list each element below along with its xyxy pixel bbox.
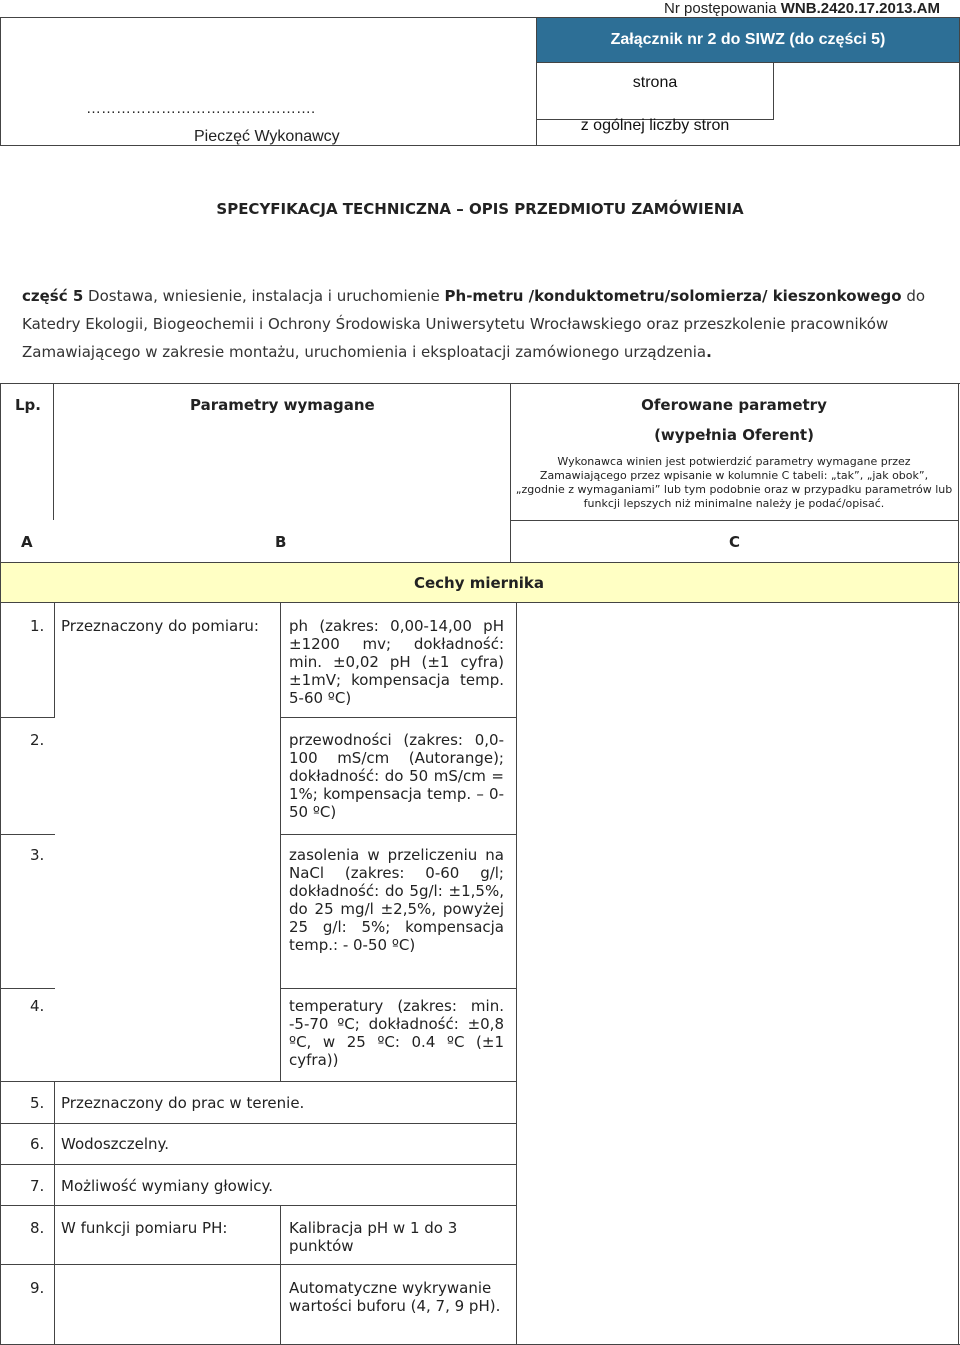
col-offered-subheader: (wypełnia Oferent) bbox=[654, 426, 814, 444]
row-label: Możliwość wymiany głowicy. bbox=[61, 1177, 274, 1195]
page-label: strona bbox=[632, 74, 678, 91]
col-required-header: Parametry wymagane bbox=[190, 396, 375, 414]
col-c-label: C bbox=[729, 533, 741, 551]
row-value: ph (zakres: 0,00-14,00 pH ±1200 mv; dokładność: min. ±0,02 pH (±1 cyfra) ±1mV; kompensacja temp. 5-60 ºC) bbox=[289, 617, 504, 707]
row-value: przewodności (zakres: 0,0-100 mS/cm (Autorange); dokładność: do 50 mS/cm = 1%; kompensacja temp. – 0-50 ºC) bbox=[289, 731, 504, 821]
row-label: Przeznaczony do prac w terenie. bbox=[61, 1094, 305, 1112]
row-lp: 3. bbox=[30, 846, 45, 864]
row-label: W funkcji pomiaru PH: bbox=[61, 1219, 228, 1237]
col-offered-header: Oferowane parametry bbox=[641, 396, 827, 414]
row-lp: 5. bbox=[30, 1094, 45, 1112]
spec-table bbox=[0, 383, 960, 1345]
row-lp: 9. bbox=[30, 1279, 45, 1297]
contractor-stamp-label: Pieczęć Wykonawcy bbox=[194, 128, 340, 145]
col-b-label: B bbox=[275, 533, 287, 551]
row-lp: 1. bbox=[30, 617, 45, 635]
row-lp: 2. bbox=[30, 731, 45, 749]
header-box bbox=[0, 17, 960, 146]
annex-label: Załącznik nr 2 do SIWZ (do części 5) bbox=[537, 18, 959, 62]
intro-paragraph: część 5 Dostawa, wniesienie, instalacja i uruchomienie Ph-metru /konduktometru/solomierza/ kieszonkowego do Katedry Ekologii, Biogeochemii i Ochrony Środowiska Uniwersytetu Wrocławskiego oraz przeszkolenie pracowników Zamawiającego w zakresie montażu, uruchomienia i eksploatacji zamówionego urządzenia. bbox=[22, 287, 926, 361]
col-a-label: A bbox=[21, 533, 33, 551]
row-value: temperatury (zakres: min. -5-70 ºC; dokładność: ±0,8 ºC, w 25 ºC: 0.4 ºC (±1 cyfra)) bbox=[289, 997, 504, 1069]
procedure-number-value: WNB.2420.17.2013.AM bbox=[780, 0, 940, 17]
row-lp: 4. bbox=[30, 997, 45, 1015]
device-name: Ph-metru /konduktometru/solomierza/ kieszonkowego bbox=[444, 287, 902, 305]
row-label: Wodoszczelny. bbox=[61, 1135, 170, 1153]
section-title: Cechy miernika bbox=[413, 574, 544, 592]
col-lp-header: Lp. bbox=[15, 396, 41, 414]
row-lp: 6. bbox=[30, 1135, 45, 1153]
total-pages-label: z ogólnej liczby stron bbox=[580, 117, 730, 134]
part-label: część 5 bbox=[22, 287, 84, 305]
row-lp: 8. bbox=[30, 1219, 45, 1237]
stamp-dots: ………………………………………. bbox=[86, 100, 316, 117]
instructions-text: Wykonawca winien jest potwierdzić parametry wymagane przez Zamawiającego przez wpisanie w kolumnie C tabeli: „tak”, „jak obok”, „zgodnie z wymaganiami” lub tym podobnie oraz w przypadku parametrów lub funkcji lepszych niż minimalne należy je podać/opisać. bbox=[515, 455, 953, 510]
row-value: zasolenia w przeliczeniu na NaCl (zakres: 0-60 g/l; dokładność: do 5g/l: ±1,5%, do 25 mg/l ±2,5%, powyżej 25 g/l: 5%; kompensacja temp.: - 0-50 ºC) bbox=[289, 846, 504, 954]
row-label: Przeznaczony do pomiaru: bbox=[61, 617, 259, 635]
procedure-number bbox=[664, 0, 940, 17]
page-title: SPECYFIKACJA TECHNICZNA – OPIS PRZEDMIOTU ZAMÓWIENIA bbox=[216, 200, 744, 218]
row-value: Kalibracja pH w 1 do 3 punktów bbox=[289, 1219, 458, 1255]
procedure-number-prefix: Nr postępowania bbox=[664, 0, 781, 17]
row-lp: 7. bbox=[30, 1177, 45, 1195]
row-value: Automatyczne wykrywanie wartości buforu (4, 7, 9 pH). bbox=[289, 1279, 501, 1315]
